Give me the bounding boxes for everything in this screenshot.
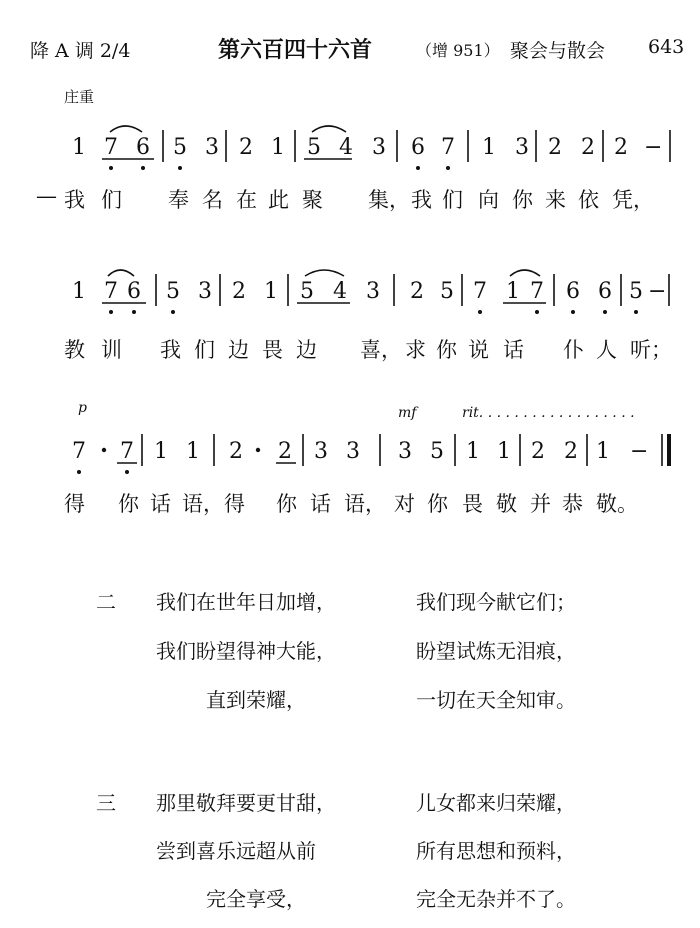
svg-text:7: 7 bbox=[473, 279, 487, 304]
svg-text:6: 6 bbox=[411, 135, 425, 160]
svg-text:1: 1 bbox=[264, 279, 278, 304]
svg-text:6: 6 bbox=[136, 135, 150, 160]
notation-line-2 bbox=[0, 262, 700, 318]
lyric-syllable: 边 bbox=[296, 338, 317, 362]
svg-text:2: 2 bbox=[410, 279, 424, 304]
svg-text:3: 3 bbox=[198, 279, 212, 304]
verse-2-line-2a: 我们盼望得神大能， bbox=[156, 639, 336, 663]
svg-text:3: 3 bbox=[366, 279, 380, 304]
lyric-syllable: 你 bbox=[436, 338, 457, 362]
lyric-syllable: 边 bbox=[228, 338, 249, 362]
lyric-syllable: 我 bbox=[411, 188, 432, 212]
lyric-syllable: 凭， bbox=[612, 188, 654, 212]
svg-text:2: 2 bbox=[581, 135, 595, 160]
svg-text:7: 7 bbox=[120, 439, 134, 464]
svg-text:7: 7 bbox=[441, 135, 455, 160]
lyric-syllable: 训 bbox=[101, 338, 122, 362]
svg-text:2: 2 bbox=[239, 135, 253, 160]
svg-text:5: 5 bbox=[629, 279, 643, 304]
svg-text:7: 7 bbox=[104, 279, 118, 304]
svg-text:3: 3 bbox=[314, 439, 328, 464]
verse-2-line-3a: 直到荣耀， bbox=[206, 688, 306, 712]
svg-text:2: 2 bbox=[278, 439, 292, 464]
ritardando-marking: rit. . . . . . . . . . . . . . . . . . bbox=[462, 405, 635, 421]
lyric-syllable: 对 bbox=[394, 492, 415, 516]
verse-2-line-3b: 一切在天全知审。 bbox=[416, 688, 576, 712]
verse-number-3: 三 bbox=[96, 791, 116, 815]
svg-text:2: 2 bbox=[531, 439, 545, 464]
lyric-syllable: 依 bbox=[578, 188, 599, 212]
verse-3-line-1b: 儿女都来归荣耀， bbox=[416, 791, 576, 815]
hymn-category: 聚会与散会 bbox=[510, 40, 606, 62]
lyric-syllable: 你 bbox=[427, 492, 448, 516]
lyric-syllable: 集， bbox=[368, 188, 410, 212]
lyric-syllable: 恭 bbox=[562, 492, 583, 516]
svg-text:6: 6 bbox=[127, 279, 141, 304]
svg-text:5: 5 bbox=[440, 279, 454, 304]
lyric-syllable: 奉 bbox=[168, 188, 189, 212]
lyric-syllable: 聚 bbox=[302, 188, 323, 212]
key-signature: 降 A 调 2/4 bbox=[30, 40, 131, 62]
lyric-syllable: 求 bbox=[405, 338, 426, 362]
lyric-syllable: 话 bbox=[310, 492, 331, 516]
svg-text:3: 3 bbox=[372, 135, 386, 160]
lyric-syllable: 喜， bbox=[360, 338, 402, 362]
lyric-syllable: 你 bbox=[512, 188, 533, 212]
svg-text:1: 1 bbox=[154, 439, 168, 464]
dynamic-mezzo-forte: mf bbox=[398, 405, 417, 421]
svg-text:1: 1 bbox=[466, 439, 480, 464]
lyric-syllable: 敬。 bbox=[596, 492, 638, 516]
lyric-syllable: 人 bbox=[596, 338, 617, 362]
svg-text:1: 1 bbox=[271, 135, 285, 160]
lyric-syllable: 们 bbox=[101, 188, 122, 212]
lyric-syllable: 在 bbox=[236, 188, 257, 212]
svg-text:7: 7 bbox=[72, 439, 86, 464]
svg-text:5: 5 bbox=[307, 135, 321, 160]
lyric-syllable: 畏 bbox=[462, 492, 483, 516]
svg-text:2: 2 bbox=[614, 135, 628, 160]
lyric-syllable: 名 bbox=[202, 188, 223, 212]
supplement-number: （增 951） bbox=[416, 41, 500, 60]
lyric-syllable: 仆 bbox=[563, 338, 584, 362]
svg-text:3: 3 bbox=[515, 135, 529, 160]
svg-text:5: 5 bbox=[430, 439, 444, 464]
hymn-title: 第六百四十六首 bbox=[218, 38, 373, 63]
lyric-syllable: 此 bbox=[268, 188, 289, 212]
lyric-syllable: 语， bbox=[344, 492, 386, 516]
svg-text:1: 1 bbox=[596, 439, 610, 464]
tempo-marking: 庄重 bbox=[64, 88, 95, 106]
lyric-syllable: 得 bbox=[224, 492, 245, 516]
verse-2-line-1a: 我们在世年日加增， bbox=[156, 590, 336, 614]
lyric-syllable: 畏 bbox=[262, 338, 283, 362]
lyric-syllable: 敬 bbox=[496, 492, 517, 516]
svg-text:−: − bbox=[630, 439, 649, 464]
lyric-syllable: 向 bbox=[478, 188, 499, 212]
notation-line-3 bbox=[0, 422, 700, 478]
notation-line-1 bbox=[0, 118, 700, 174]
svg-text:−: − bbox=[648, 279, 667, 304]
lyric-syllable: 语， bbox=[182, 492, 224, 516]
lyric-syllable: 教 bbox=[64, 338, 85, 362]
verse-3-line-2a: 尝到喜乐远超从前 bbox=[156, 839, 316, 863]
hymn-page-number: 643 bbox=[648, 36, 685, 58]
svg-text:2: 2 bbox=[232, 279, 246, 304]
lyric-syllable: 话 bbox=[503, 338, 524, 362]
lyric-syllable: 你 bbox=[118, 492, 139, 516]
verse-3-line-3b: 完全无杂并不了。 bbox=[416, 887, 576, 911]
lyric-syllable: 话 bbox=[150, 492, 171, 516]
dynamic-piano: p bbox=[78, 400, 87, 416]
verse-2-line-2b: 盼望试炼无泪痕， bbox=[416, 639, 576, 663]
lyric-syllable: 你 bbox=[276, 492, 297, 516]
svg-text:2: 2 bbox=[229, 439, 243, 464]
svg-text:7: 7 bbox=[104, 135, 118, 160]
lyric-syllable: 听； bbox=[630, 338, 672, 362]
lyrics-line-2 bbox=[0, 334, 700, 368]
lyric-syllable: 们 bbox=[194, 338, 215, 362]
svg-text:1: 1 bbox=[186, 439, 200, 464]
svg-text:3: 3 bbox=[205, 135, 219, 160]
svg-text:4: 4 bbox=[333, 279, 347, 304]
svg-text:3: 3 bbox=[346, 439, 360, 464]
svg-text:5: 5 bbox=[300, 279, 314, 304]
svg-text:6: 6 bbox=[598, 279, 612, 304]
lyric-syllable: — bbox=[36, 184, 57, 208]
lyric-syllable: 们 bbox=[442, 188, 463, 212]
verse-number-2: 二 bbox=[96, 590, 116, 614]
svg-text:6: 6 bbox=[566, 279, 580, 304]
svg-text:1: 1 bbox=[497, 439, 511, 464]
lyrics-line-1 bbox=[0, 184, 700, 218]
lyric-syllable: 我 bbox=[160, 338, 181, 362]
lyric-syllable: 得 bbox=[64, 492, 85, 516]
lyrics-line-3 bbox=[0, 488, 700, 522]
lyric-syllable: 并 bbox=[530, 492, 551, 516]
lyric-syllable: 我 bbox=[64, 188, 85, 212]
svg-text:4: 4 bbox=[339, 135, 353, 160]
svg-text:1: 1 bbox=[506, 279, 520, 304]
svg-text:7: 7 bbox=[530, 279, 544, 304]
svg-text:2: 2 bbox=[564, 439, 578, 464]
verse-2-line-1b: 我们现今献它们； bbox=[416, 590, 576, 614]
svg-text:5: 5 bbox=[166, 279, 180, 304]
svg-text:1: 1 bbox=[72, 135, 86, 160]
verse-3-line-1a: 那里敬拜要更甘甜， bbox=[156, 791, 336, 815]
svg-text:−: − bbox=[644, 135, 663, 160]
verse-3-line-2b: 所有思想和预料， bbox=[416, 839, 576, 863]
verse-3-line-3a: 完全享受， bbox=[206, 887, 306, 911]
svg-text:1: 1 bbox=[482, 135, 496, 160]
svg-text:2: 2 bbox=[548, 135, 562, 160]
lyric-syllable: 说 bbox=[468, 338, 489, 362]
lyric-syllable: 来 bbox=[545, 188, 566, 212]
svg-text:1: 1 bbox=[72, 279, 86, 304]
svg-text:5: 5 bbox=[173, 135, 187, 160]
svg-text:3: 3 bbox=[398, 439, 412, 464]
